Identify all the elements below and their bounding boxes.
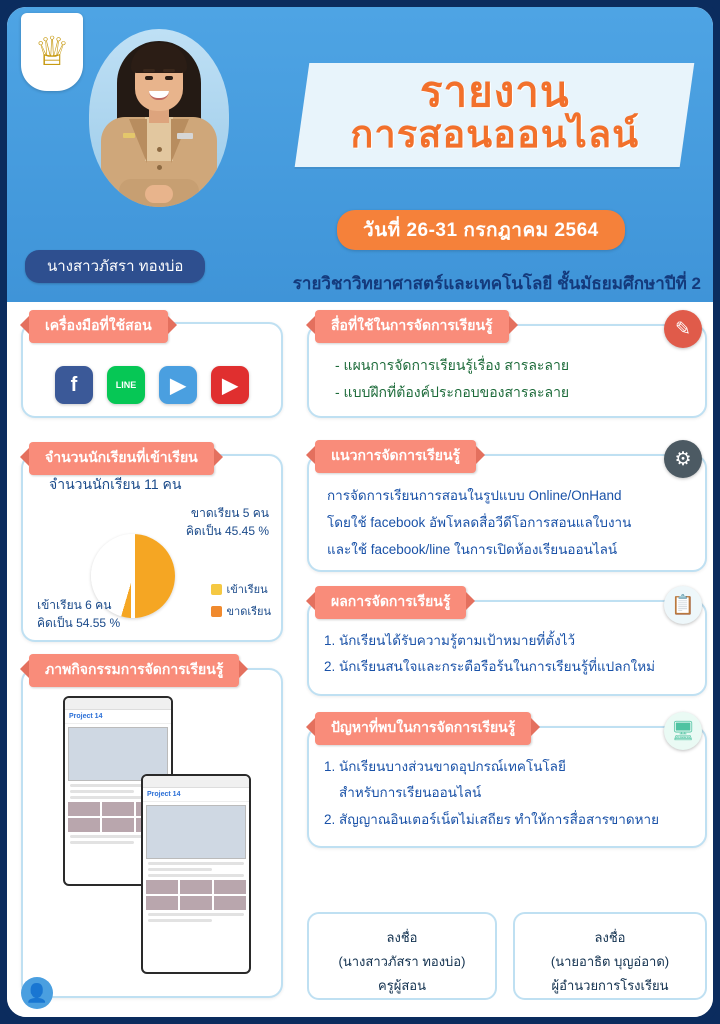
screenshot-2-app-title: Project 14: [143, 788, 249, 802]
youtube-glyph: ▶: [222, 374, 238, 397]
subject-line: รายวิชาวิทยาศาสตร์และเทคโนโลยี ชั้นมัธยมศึกษาปีที่ 2: [292, 274, 701, 293]
screenshot-1-app-title: Project 14: [65, 710, 171, 724]
signature-director: [513, 912, 707, 1000]
video-glyph: ▶: [170, 374, 186, 397]
students-card: [21, 454, 283, 642]
teacher-name-badge: นางสาวภัสรา ทองบ่อ: [25, 250, 205, 283]
students-section-label: จำนวนนักเรียนที่เข้าเรียน: [29, 442, 214, 475]
absent-pct-text: คิดเป็น 45.45 %: [185, 524, 269, 538]
legend-swatch-present: [211, 584, 222, 595]
problems-item-2: 2. สัญญาณอินเตอร์เน็ตไม่เสถียร ทำให้การสื่อสารขาดหาย: [339, 807, 691, 833]
screenshot-phone-2: [141, 774, 251, 974]
student-total-text: จำนวนนักเรียน 11 คน: [49, 476, 182, 492]
video-camera-icon[interactable]: [159, 366, 197, 404]
legend-swatch-absent: [211, 606, 222, 617]
legend-item-absent: [211, 602, 271, 620]
approach-line-1: การจัดการเรียนการสอนในรูปแบบ Online/OnHand: [327, 488, 622, 503]
user-avatar-icon: 👤: [21, 977, 53, 1009]
legend-label-present: เข้าเรียน: [226, 584, 268, 596]
monitor-icon: 🖥: [664, 712, 702, 750]
emblem-glyph: ♕: [34, 30, 70, 74]
photos-card: [21, 668, 283, 998]
photos-section-label: ภาพกิจกรรมการจัดการเรียนรู้: [29, 654, 239, 687]
youtube-icon[interactable]: [211, 366, 249, 404]
pencil-edit-icon: ✎: [664, 310, 702, 348]
approach-line-2: โดยใช้ facebook อัพโหลดสื่อวีดีโอการสอนแลใบงาน: [327, 515, 632, 530]
clipboard-checklist-icon: 📋: [664, 586, 702, 624]
line-icon[interactable]: [107, 366, 145, 404]
media-section-label: สื่อที่ใช้ในการจัดการเรียนรู้: [315, 310, 509, 343]
page-subtitle: การสอนออนไลน์: [350, 114, 640, 157]
legend-label-absent: ขาดเรียน: [226, 606, 271, 618]
date-badge: วันที่ 26-31 กรกฎาคม 2564: [337, 210, 625, 250]
approach-section-label: แนวการจัดการเรียนรู้: [315, 440, 476, 473]
facebook-glyph: f: [70, 373, 78, 396]
gear-icon: ⚙: [664, 440, 702, 478]
absent-count-text: ขาดเรียน 5 คน: [190, 506, 269, 520]
tools-section-label: เครื่องมือที่ใช้สอน: [29, 310, 168, 343]
results-item-1: 1. นักเรียนได้รับความรู้ตามเป้าหมายที่ตั้งไว้: [339, 628, 691, 654]
media-item-2: - แบบฝึกที่ต้องค์ประกอบของสารละลาย: [335, 384, 570, 401]
approach-line-3: และใช้ facebook/line ในการเปิดห้องเรียนออนไลน์: [327, 542, 618, 557]
pie-legend: [211, 580, 271, 624]
results-section-label: ผลการจัดการเรียนรู้: [315, 586, 466, 619]
problems-item-1: [339, 754, 691, 807]
pie-gap-decor: [131, 534, 135, 618]
problems-item-1-line1: นักเรียนบางส่วนขาดอุปกรณ์เทคโนโลยี: [339, 759, 566, 774]
problems-list: [309, 728, 705, 843]
signature-teacher-name: (นางสาวภัสรา ทองบ่อ): [338, 954, 466, 970]
problems-section-label: ปัญหาที่พบในการจัดการเรียนรู้: [315, 712, 531, 745]
report-body: [7, 302, 713, 1017]
media-item-1: - แผนการจัดการเรียนรู้เรื่อง สารละลาย: [335, 357, 570, 373]
garuda-emblem-icon: [21, 13, 83, 91]
signature-teacher-label: ลงชื่อ: [386, 930, 418, 945]
present-count-text: เข้าเรียน 6 คน: [37, 598, 112, 612]
report-title-box: [295, 63, 695, 167]
line-glyph: LINE: [115, 380, 137, 390]
legend-item-present: [211, 580, 271, 598]
signature-director-name: (นายอาธิต บุญอ่อาด): [550, 954, 670, 970]
signature-teacher: [307, 912, 497, 1000]
tools-icon-row: [23, 366, 281, 404]
signature-director-role: ผู้อำนวยการโรงเรียน: [551, 978, 669, 994]
page-title: รายงาน: [419, 68, 570, 115]
signature-teacher-role: ครูผู้สอน: [378, 978, 426, 994]
present-pct-text: คิดเป็น 54.55 %: [37, 616, 121, 630]
teacher-portrait-photo: [89, 29, 229, 207]
signature-director-label: ลงชื่อ: [594, 930, 626, 945]
facebook-icon[interactable]: [55, 366, 93, 404]
problems-item-1-line2: สำหรับการเรียนออนไลน์: [339, 785, 482, 801]
page-header: [7, 7, 713, 302]
results-item-2: 2. นักเรียนสนใจและกระตือรือร้นในการเรียนรู้ที่แปลกใหม่: [339, 654, 691, 680]
approach-text: [309, 456, 705, 573]
